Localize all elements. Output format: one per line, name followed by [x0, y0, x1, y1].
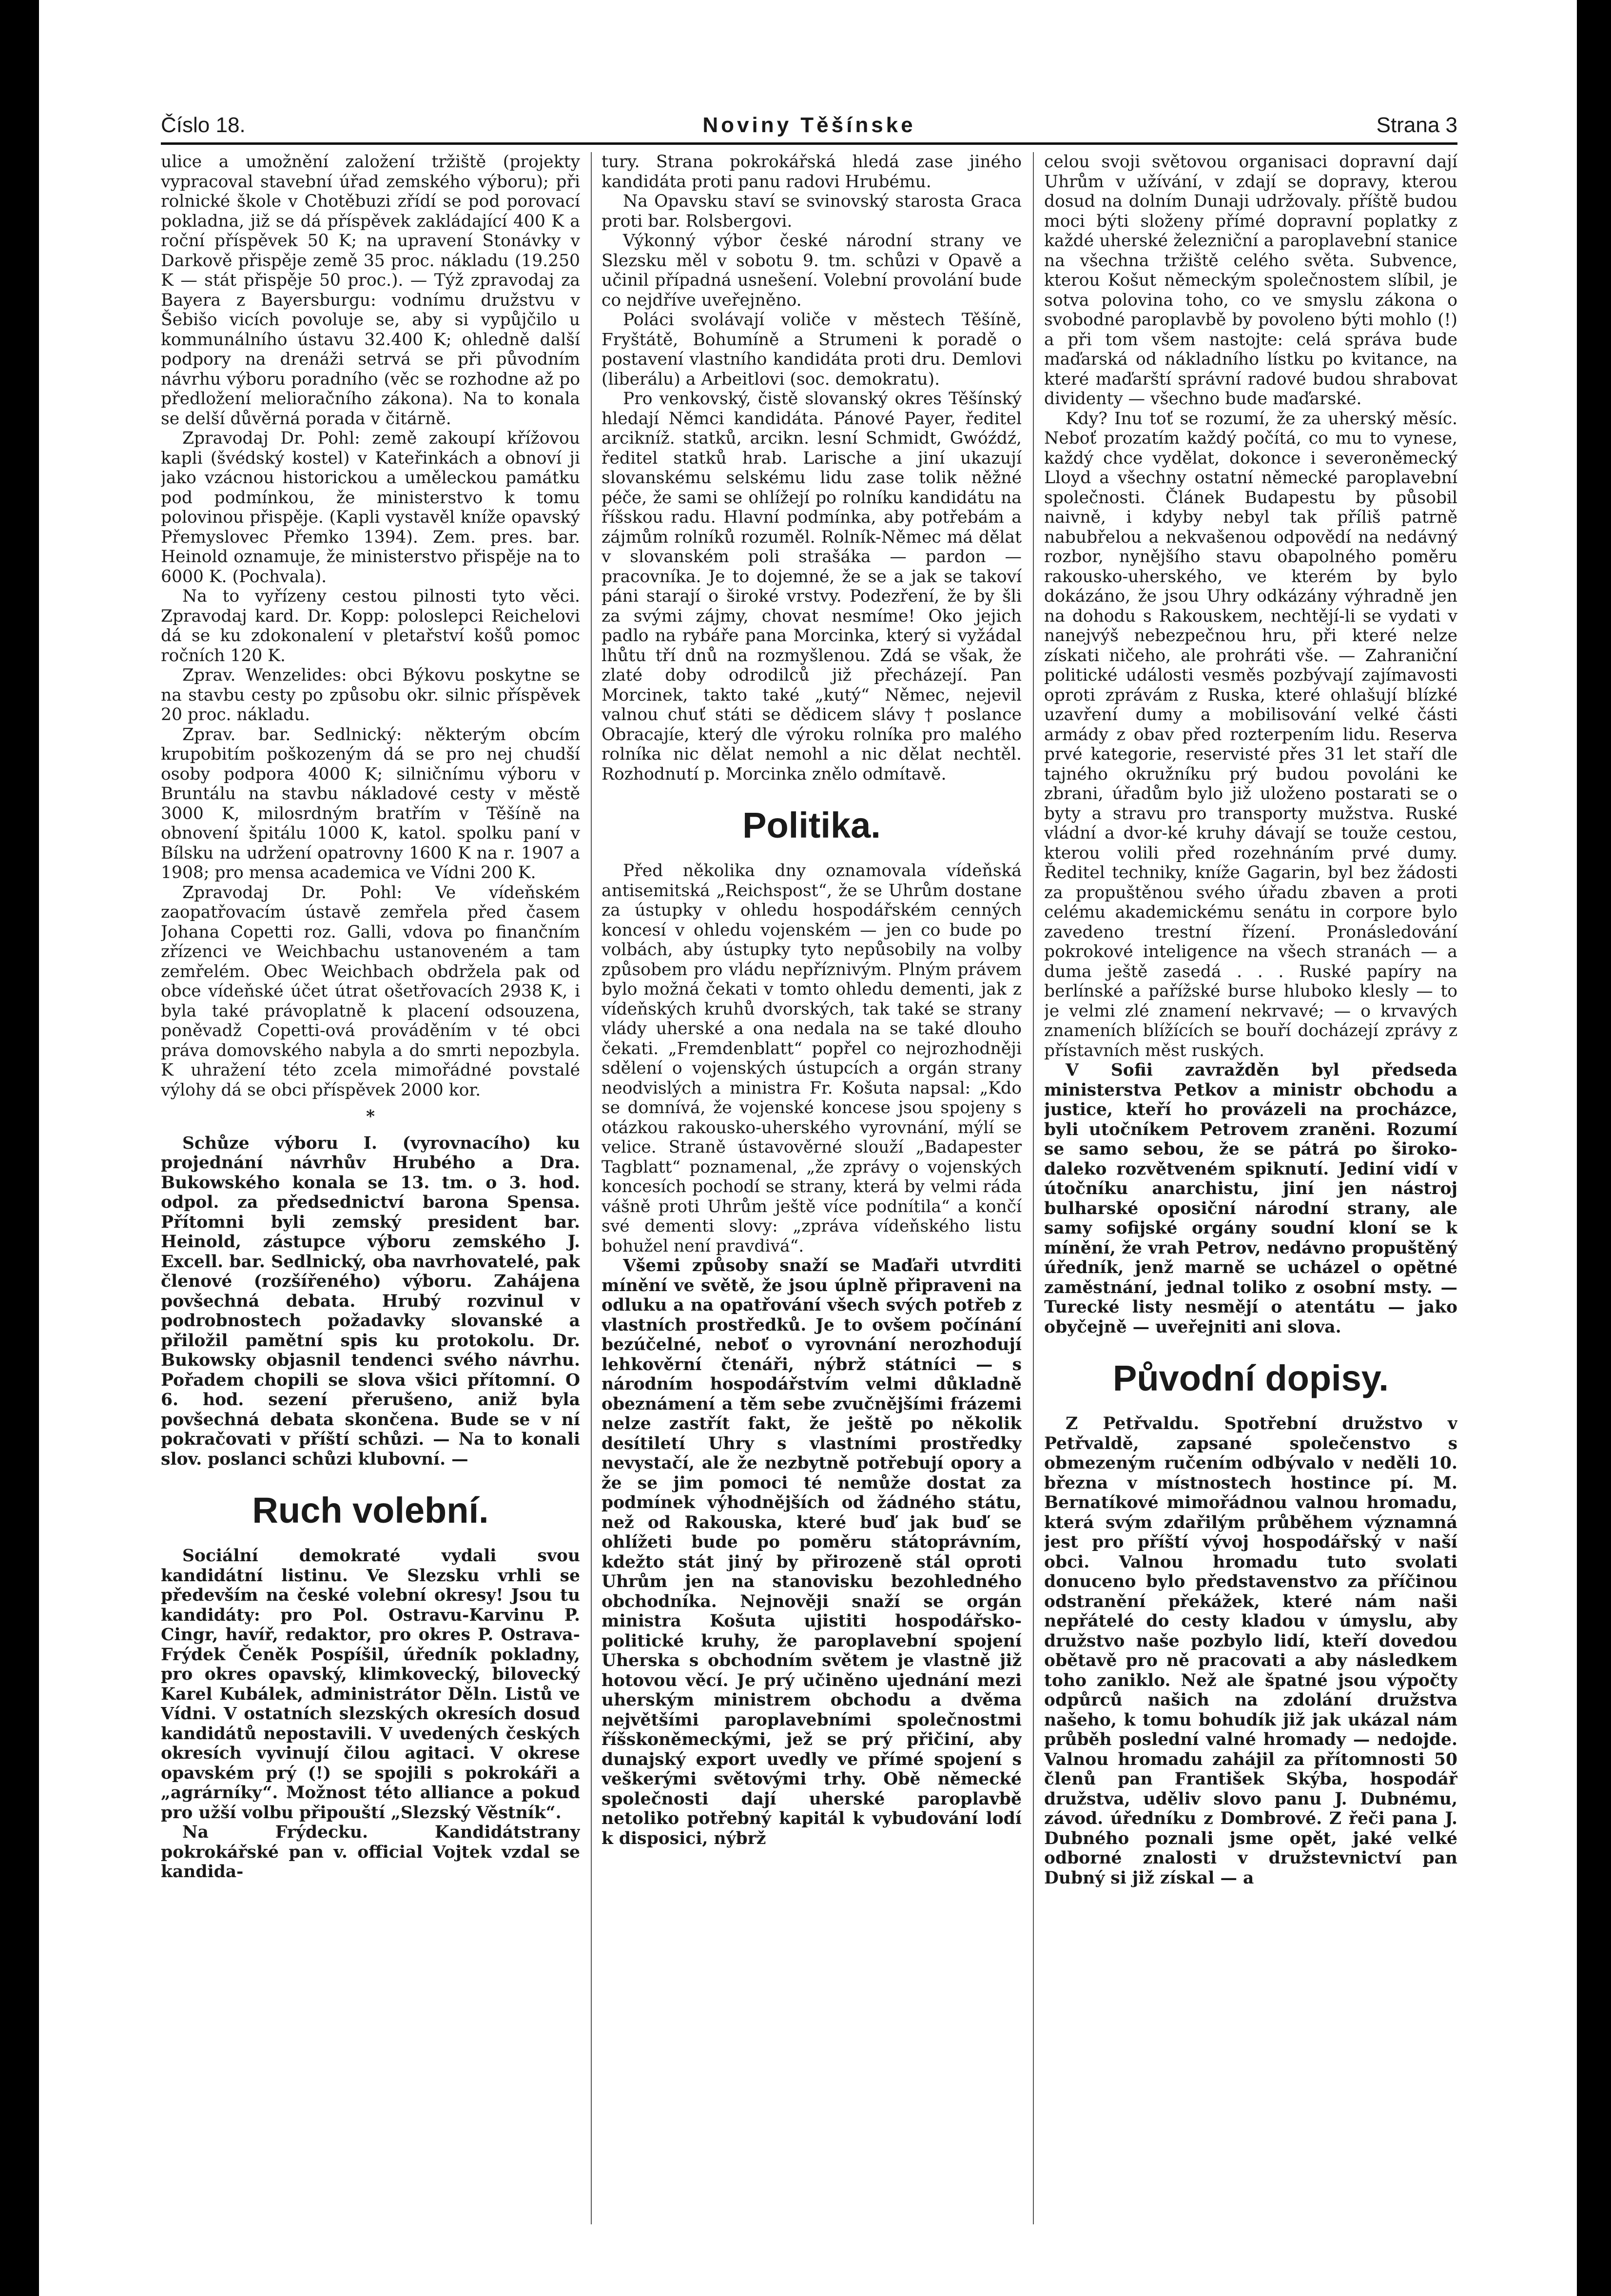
article-paragraph: Z Petřvaldu. Spotřební družstvo v Petřvaldě, zapsané společenstvo s obmezeným ručením odbývalo v neděli 10. března v místnostech hostince pí. M. Bernatíkové mimořádnou valnou hromadu, která svým zdařilým průběhem významná jest pro příští vývoj hospodářský v naší obci. Valnou hromadu tuto svolati donuceno bylo představenstvo za příčinou odstranění překážek, které nám naši nepřátelé do cesty kladou v úmyslu, aby družstvo naše pozbylo lidí, kteří dovedou obětavě pro ně pracovati a aby následkem toho zaniklo. Než ale špatné jsou výpočty odpůrců našich na zdolání družstva našeho, k tomu bohudík již jak ukázal nám průběh poslední valné hromady — nedojde. Valnou hromadu zahájil za přítomnosti 50 členů pan František Skýba, hospodář družstva, uděliv slovo panu J. Dubnému, závod. úředníku z Dombrové. Z řeči pana J. Dubného poznali jsme opět, jaké velké odborné znalosti v družstevnictví pan Dubný si již získal — a [1044, 1414, 1457, 1888]
article-paragraph: Výkonný výbor české národní strany ve Slezsku měl v sobotu 9. tm. schůzi v Opavě a učinil případná usnešení. Volební provolání bude co nejdříve uveřejněno. [602, 231, 1022, 310]
column-3 [1044, 152, 1457, 2200]
article-paragraph: Pro venkovský, čistě slovanský okres Těšínský hledají Němci kandidáta. Pánové Payer, ředitel arcikníž. statků, arcikn. lesní Schmidt, Gwóźdź, ředitel statků hrab. Larische a jiní ukazují slovanskému selskému lidu zase tolik něžné péče, že sami se ohlížejí po rolníku kandidátu na říšskou radu. Hlavní podmínka, aby potřebám a zájmům rolníků rozuměl. Rolník-Němec má dělat v slovanském poli strašáka — pardon — pracovníka. Je to dojemné, že se a jak se takoví páni starají o široké vrstvy. Podezření, že by šli za svými zájmy, chovat nesmíme! Oko jejich padlo na rybáře pana Morcinka, který si vyžádal lhůtu tří dnů na rozmyšlenou. Zdá se však, že zlaté doby odrodilců již přecházejí. Pan Morcinek, takto také „kutý“ Němec, nejevil valnou chuť státi se dědicem slávy † poslance Obracajíe, který dle výroku rolníka pro malého rolníka nic dělat nemohl a nic dělat nechtěl. Rozhodnutí p. Morcinka znělo odmítavě. [602, 389, 1022, 784]
section-heading: Původní dopisy. [1113, 1358, 1389, 1398]
section-heading: Ruch volební. [252, 1490, 489, 1531]
header-rule [161, 142, 1457, 145]
article-paragraph: Schůze výboru I. (vyrovnacího) ku projednání návrhův Hrubého a Dra. Bukowského konala se 13. tm. o 3. hod. odpol. za předsednictví barona Spensa. Přítomni byli zemský president bar. Heinold, zástupce výboru zemského J. Excell. bar. Sedlnický, oba navrhovatelé, pak členové (rozšířeného) výboru. Zahájena povšechná debata. Hrubý rozvinul v podrobnostech požadavky slovanské a přiložil pamětní spis ku protokolu. Dr. Bukowsky objasnil tendenci svého návrhu. Pořadem chopili se slova všici přítomní. O 6. hod. sezení přerušeno, aniž byla povšechná debata skončena. Bude se v ní pokračovati v příští schůzi. — Na to konali slov. poslanci schůzi klubovní. — [161, 1133, 580, 1469]
article-paragraph: Sociální demokraté vydali svou kandidátní listinu. Ve Slezsku vrhli se především na české volební okresy! Jsou tu kandidáty: pro Pol. Ostravu-Karvinu P. Cingr, havíř, redaktor, pro okres P. Ostrava-Frýdek Čeněk Pospíšil, úředník pokladny, pro okres opavský, klimkovecký, bilovecký Karel Kubálek, administrátor Děln. Listů ve Vídni. V ostatních slezských okresích dosud kandidátů nepostavili. V uvedených českých okresích vyvinují čilou agitaci. V okrese opavském prý (!) se spojili s pokrokáři a „agrárníky“. Možnost této alliance a pokud pro užší volbu připouští „Slezský Věstník“. [161, 1546, 580, 1823]
article-paragraph: ulice a umožnění založení tržiště (projekty vypracoval stavební úřad zemského výboru); při rolnické škole v Chotěbuzi zřídí se pod porovací pokladna, již se dá příspěvek zakládající 400 K a roční příspěvek 50 K; na upravení Stonávky v Darkově přispěje země 35 proc. nákladu (19.250 K — stát přispěje 50 proc.). — Týž zpravodaj za Bayera z Bayersburgu: vodnímu družstvu v Šebišo vicích povoluje se, aby si vypůjčilo u kommunálního ústavu 32.400 K; ohledně další podpory na drenáži setrvá se při původním návrhu výboru poradního (věc se rozhodne až po předložení melioračního zákona). Na to konala se delší důvěrná porada v čitárně. [161, 152, 580, 429]
column-2 [602, 152, 1022, 2200]
article-paragraph: Na to vyřízeny cestou pilnosti tyto věci. Zpravodaj kard. Dr. Kopp: poloslepci Reichelovi dá se ku zdokonalení v pletařství košů pomoc ročních 120 K. [161, 587, 580, 666]
article-paragraph: Zpravodaj Dr. Pohl: země zakoupí křížovou kapli (švédský kostel) v Kateřinkách a obnoví ji jako vzácnou historickou a uměleckou památku pod podmínkou, že ministerstvo k tomu polovinou přispěje. (Kapli vystavěl kníže opavský Přemyslovec Přemko 1394). Zem. pres. bar. Heinold oznamuje, že ministerstvo přispěje na to 6000 K. (Pochvala). [161, 429, 580, 587]
article-paragraph: Zprav. Wenzelides: obci Býkovu poskytne se na stavbu cesty po způsobu okr. silnic příspěvek 20 proc. nákladu. [161, 666, 580, 725]
article-paragraph: Zprav. bar. Sedlnický: některým obcím krupobitím poškozeným dá se pro nej chudší osoby podpora 4000 K; silničnímu výboru v Bruntálu na stavbu nákladové cesty v městě 3000 K, milosrdným bratřím v Těšíně na obnovení špitálu 1000 K, katol. spolku paní v Bílsku na udržení opatrovny 1600 K na r. 1907 a 1908; pro mensa academica ve Vídni 200 K. [161, 725, 580, 883]
column-rule [1033, 152, 1034, 2224]
article-paragraph: V Sofii zavražděn byl předseda ministerstva Petkov a ministr obchodu a justice, kteří ho provázeli na procházce, byli utočníkem Petrovem zraněni. Rozumí se samo sebou, že se pátrá po široko-daleko rozvětveném spiknutí. Jediní vidí v útočníku anarchistu, jiní jen nástroj bulharské oposiční národní strany, ale samy sofijské orgány soudní kloní se k mínění, že vrah Petrov, nedávno propuštěný úředník, jenž marně se ucházel o opětné zaměstnání, jednal toliko z osobní msty. — Turecké listy nesmějí o atentátu — jako obyčejně — uveřejniti ani slova. [1044, 1060, 1457, 1337]
article-paragraph: Poláci svolávají voliče v městech Těšíně, Fryštátě, Bohumíně a Strumeni k poradě o postavení vlastního kandidáta proti dru. Demlovi (liberálu) a Arbeitlovi (soc. demokratu). [602, 310, 1022, 389]
article-paragraph: Na Frýdecku. Kandidátstrany pokrokářské pan v. official Vojtek vzdal se kandida- [161, 1823, 580, 1882]
article-paragraph: Zpravodaj Dr. Pohl: Ve vídeňském zaopatřovacím ústavě zemřela před časem Johana Copetti roz. Galli, vdova po finančním zřízenci ve Weichbachu ustanoveném a tam zemřelém. Obec Weichbach obdržela pak od obce vídeňské účet útrat ošetřovacích 2938 K, i byla také právoplatně k placení odsouzena, poněvadž Copetti-ová prováděním v té obci práva domovského nabyla a do smrti nepozbyla. K uhražení této zcela mimořádné povstalé výlohy dá se obci příspěvek 2000 kor. [161, 883, 580, 1100]
scan-right-edge [1577, 0, 1611, 2296]
issue-number: Číslo 18. [161, 113, 246, 137]
article-paragraph: Na Opavsku staví se svinovský starosta Graca proti bar. Rolsbergovi. [602, 192, 1022, 231]
article-paragraph: celou svoji světovou organisaci dopravní dají Uhrům v užívání, v zdají se dopravy, kterou dosud na dolním Dunaji udržovaly. příště budou moci býti složeny přímé dopravní poplatky z každé uherské železniční a paroplavební stanice na všechna tržiště celého světa. Subvence, kterou Košut německým společnostem slíbil, je sotva polovina toho, co ve smyslu zákona o svobodné paroplavbě by povoleno býti mohlo (!) a při tom všem nastojte: celá správa bude maďarská od nákladního lístku po kvitance, na které maďarští správní radové budou shrabovat dividenty — všechno bude maďarské. [1044, 152, 1457, 409]
article-paragraph: tury. Strana pokrokářská hledá zase jiného kandidáta proti panu radovi Hrubému. [602, 152, 1022, 192]
scan-left-edge [0, 0, 39, 2296]
section-heading: Politika. [742, 805, 881, 845]
page-header [161, 108, 1457, 142]
newspaper-page [161, 0, 1457, 2296]
column-1 [161, 152, 580, 2200]
article-paragraph: Kdy? Inu toť se rozumí, že za uherský měsíc. Neboť prozatím každý počítá, co mu to vynese, každý chce vydělat, dokonce i severoněmecký Lloyd a všechny ostatní německé paroplavební společnosti. Článek Budapestu by působil naivně, i kdyby nebyl tak příliš patrně nabubřelou a nekvašenou odpovědí na nedávný rozbor, nynějšího stavu obapolného poměru rakousko-uherského, ve kterém by bylo dokázáno, že jsou Uhry odkázány výhradně jen na dohodu s Rakouskem, nechtějí-li se vydati v nanejvýš nebezpečnou hru, při které nelze získati ničeho, ale prohráti vše. — Zahraniční politické události vesměs pozbývají zajímavosti oproti zprávám z Ruska, které ohlašují blízké uzavření dumy a mobilisování velké části armády z obav před rozterpením lidu. Reserva prvé kategorie, reservisté přes 31 let staří dle tajného okružníku prý budou povoláni ke zbrani, úřadům bylo již uloženo postarati se o byty a stravu pro transporty mužstva. Ruské vládní a dvor-ké kruhy dávají se touže cestou, kterou volili před rozehnáním prvé dumy. Ředitel techniky, kníže Gagarin, byl bez žádosti za propuštěnou svého úřadu zbaven a proti celému akademickému senátu in corpore bylo zavedeno trestní řízení. Pronásledování pokrokové inteligence na všech stranách — a duma ještě zasedá . . . Ruské papíry na berlínské a pařížské burse hluboko klesly — to je velmi zlé znamení nekrvavé; — o krvavých znameních blížících se bouří docházejí zprávy z přístavních měst ruských. [1044, 409, 1457, 1060]
page-number: Strana 3 [1376, 113, 1457, 137]
article-paragraph: Před několika dny oznamovala vídeňská antisemitská „Reichspost“, že se Uhrům dostane za ústupky v ohledu hospodářském cenných koncesí v ohledu vojenském — jen co bude po volbách, aby ústupky tyto nepůsobily na volby způsobem pro vládu nepříznivým. Plným právem bylo možná čekati v tomto ohledu dementi, jak z vídeňských kruhů dvorských, tak také se strany vlády uherské a ona nedala na se také dlouho čekati. „Fremdenblatt“ popřel co nejrozhodněji sdělení o vojenských ústupcích a orgán strany neodvislých a ministra Fr. Košuta napsal: „Kdo se domnívá, že vojenské koncese jsou spojeny s otázkou rakousko-uherského vyrovnání, mýlí se velice. Straně ústavověrné slouží „Badapester Tagblatt“ poznamenal, „že zprávy o vojenských koncesích pochodí se strany, která by velmi ráda vášně proti Uhrům ještě více podnítila“ a končí své dementi slovy: „zpráva vídeňského listu bohužel není pravdivá“. [602, 861, 1022, 1256]
newspaper-title: Noviny Těšínske [702, 113, 916, 137]
article-paragraph: Všemi způsoby snaží se Maďaři utvrditi mínění ve světě, že jsou úplně připraveni na odluku a na opatřování všech svých potřeb z vlastních prostředků. Je to ovšem počínání bezúčelné, neboť o vyrovnání nerozhodují lehkověrní čtenáři, nýbrž státníci — s národním hospodářstvím velmi důkladně obeznámení a těm sebe zvučnějšími frázemi nelze zastřít fakt, že ještě po několik desítiletí Uhry s vlastními prostředky nevystačí, ale že nezbytně potřebují opory a že se jim pomoci té nemůže dostat za podmínek výhodnějších od žádného státu, než od Rakouska, které buď jak buď se ohlížeti bude po poměru státoprávním, kdežto stát jiný by přirozeně stál oproti Uhrům jen na stanovisku bezohledného obchodníka. Nejnověji snaží se orgán ministra Košuta ujistiti hospodářsko-politické kruhy, že paroplavební spojení Uherska s obchodním světem je vlastně již hotovou věcí. Je prý učiněno ujednání mezi uherským ministrem obchodu a dvěma největšími paroplavebními společnostmi říšskoněmeckými, jež se prý přičiní, aby dunajský export uvedly ve přímé spojení s veškerými světovými trhy. Obě německé společnosti dají uherské paroplavbě netoliko potřebný kapitál k vybudování lodí k disposici, nýbrž [602, 1256, 1022, 1848]
section-separator-star: * [366, 1107, 375, 1126]
column-rule [591, 152, 592, 2224]
